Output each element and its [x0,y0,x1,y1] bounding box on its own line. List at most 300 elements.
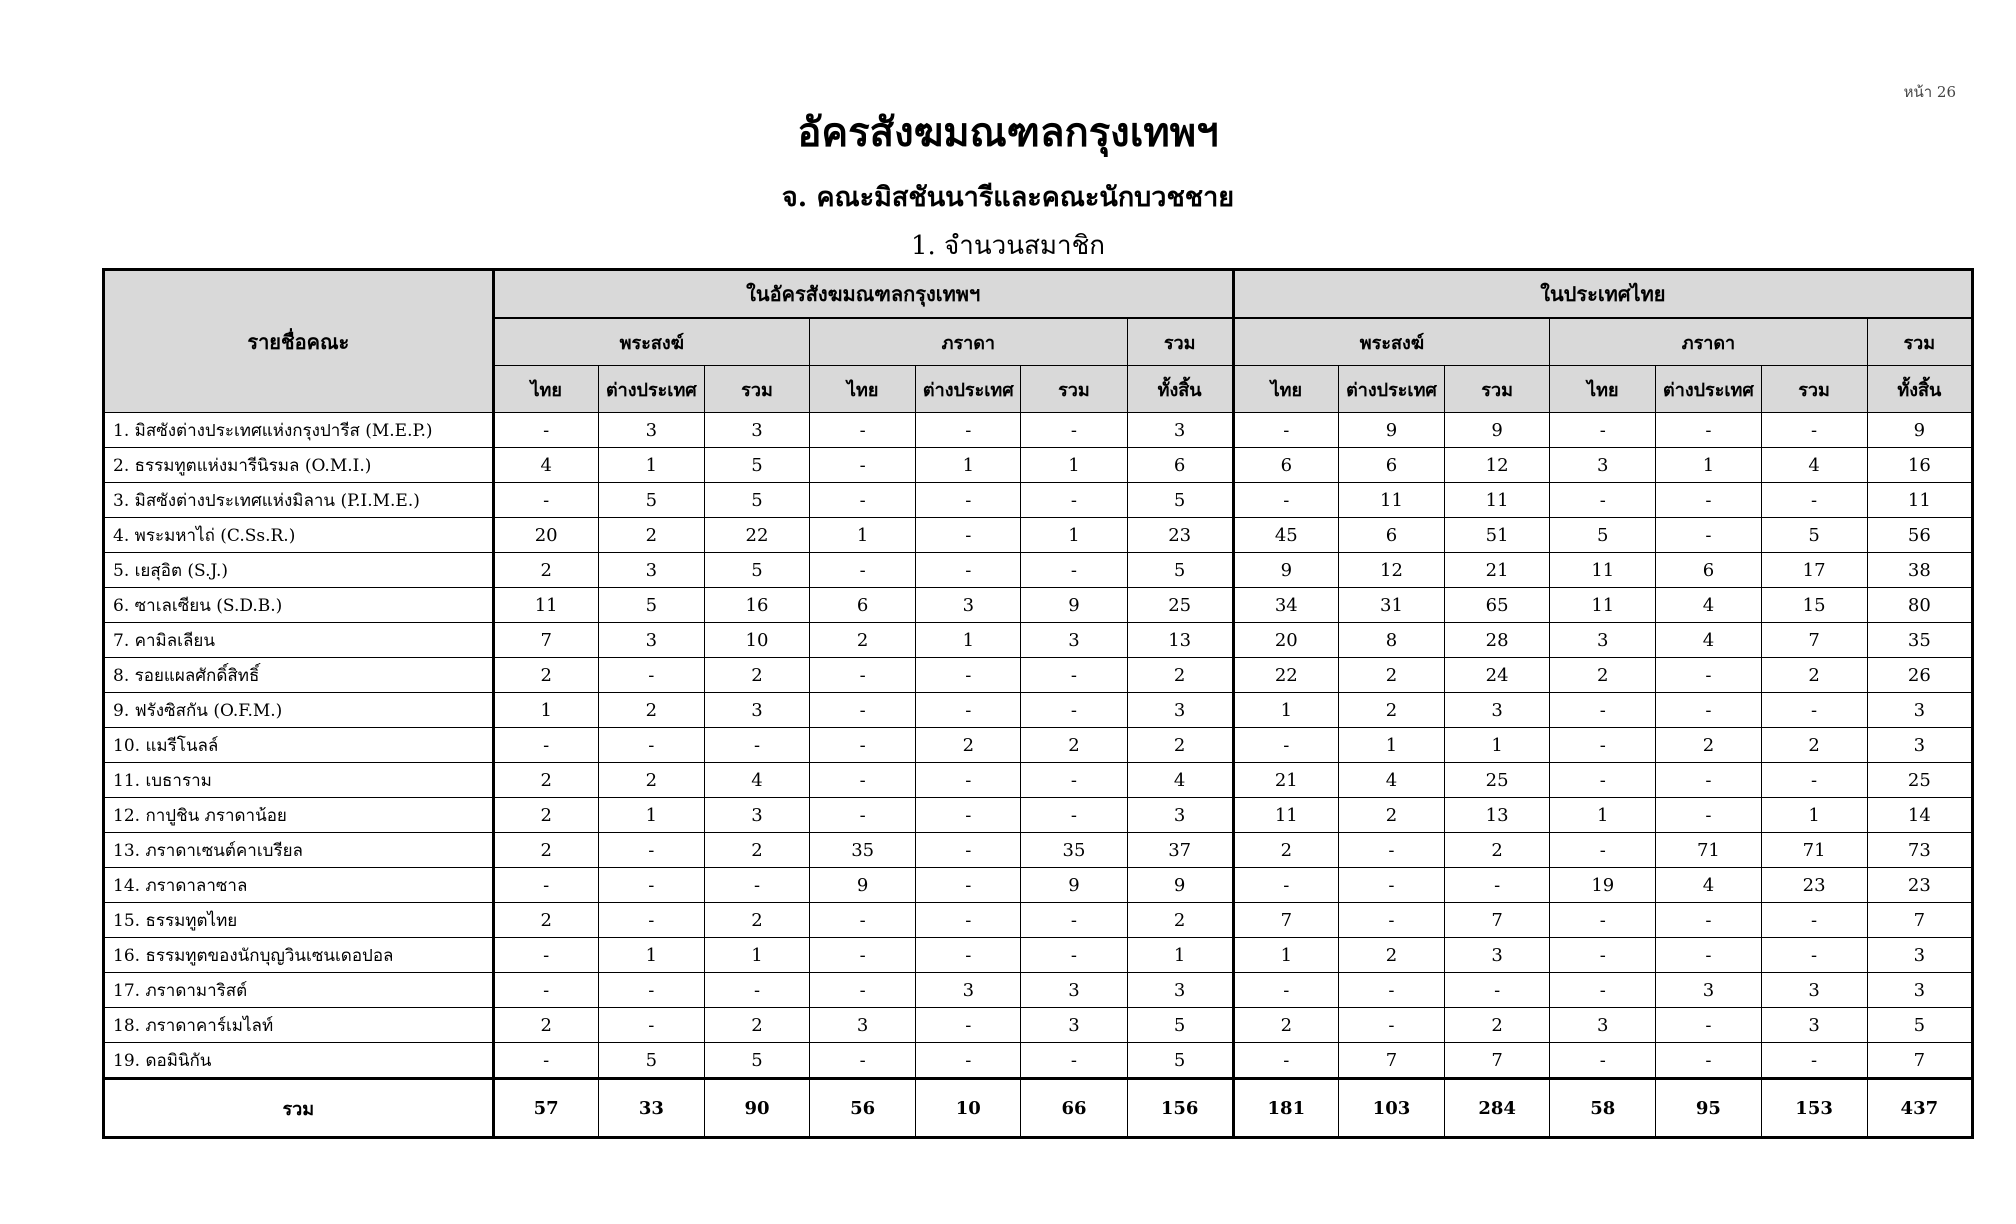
total-value-cell: 56 [810,1079,916,1138]
page-subtitle: จ. คณะมิสชันนารีและคณะนักบวชชาย [781,182,1235,213]
value-cell: 35 [1867,623,1972,658]
total-label: รวม [104,1079,494,1138]
value-cell: - [1761,903,1867,938]
total-value-cell: 66 [1021,1079,1127,1138]
value-cell: 13 [1445,798,1550,833]
value-cell: 37 [1127,833,1233,868]
value-cell: - [1656,938,1761,973]
value-cell: - [598,658,704,693]
value-cell: 3 [598,553,704,588]
value-cell: 4 [1127,763,1233,798]
value-cell: - [916,763,1021,798]
value-cell: 2 [598,763,704,798]
value-cell: 24 [1445,658,1550,693]
total-value-cell: 33 [598,1079,704,1138]
total-value-cell: 58 [1550,1079,1656,1138]
value-cell: 3 [1127,798,1233,833]
value-cell: 9 [1021,588,1127,623]
value-cell: 22 [704,518,809,553]
order-name-cell: 3. มิสซังต่างประเทศแห่งมิลาน (P.I.M.E.) [104,483,494,518]
value-cell: 1 [1021,448,1127,483]
section-heading: 1. จำนวนสมาชิก [910,231,1106,261]
value-cell: 2 [1550,658,1656,693]
value-cell: 2 [1338,798,1444,833]
value-cell: 1 [598,798,704,833]
value-cell: - [1550,483,1656,518]
value-cell: 5 [1127,483,1233,518]
value-cell: - [916,903,1021,938]
table-row [104,938,1973,973]
value-cell: 2 [493,1008,598,1043]
table-row [104,658,1973,693]
value-cell: 25 [1127,588,1233,623]
value-cell: - [810,973,916,1008]
value-cell: - [810,798,916,833]
value-cell: 11 [1550,553,1656,588]
value-cell: 9 [1867,413,1972,448]
value-cell: - [1656,658,1761,693]
total-value-cell: 90 [704,1079,809,1138]
group-header-thailand: ในประเทศไทย [1233,270,1972,319]
value-cell: 2 [704,658,809,693]
value-cell: 21 [1233,763,1338,798]
column-header: ต่างประเทศ [598,366,704,413]
value-cell: - [493,728,598,763]
value-cell: 2 [1233,833,1338,868]
value-cell: 51 [1445,518,1550,553]
value-cell: 19 [1550,868,1656,903]
value-cell: 3 [1550,448,1656,483]
table-row [104,1008,1973,1043]
value-cell: 1 [493,693,598,728]
value-cell: 3 [1445,693,1550,728]
value-cell: - [1021,763,1127,798]
value-cell: - [1761,483,1867,518]
order-name-cell: 6. ซาเลเซียน (S.D.B.) [104,588,494,623]
value-cell: - [1761,938,1867,973]
value-cell: 5 [704,448,809,483]
value-cell: - [1338,973,1444,1008]
order-name-cell: 9. ฟรังซิสกัน (O.F.M.) [104,693,494,728]
value-cell: - [810,763,916,798]
value-cell: 3 [1550,1008,1656,1043]
order-name-cell: 1. มิสซังต่างประเทศแห่งกรุงปารีส (M.E.P.) [104,413,494,448]
value-cell: - [916,938,1021,973]
value-cell: 3 [1021,1008,1127,1043]
value-cell: 6 [1338,518,1444,553]
value-cell: - [1233,868,1338,903]
table-row [104,973,1973,1008]
value-cell: - [493,938,598,973]
value-cell: 21 [1445,553,1550,588]
value-cell: 3 [916,973,1021,1008]
total-value-cell: 284 [1445,1079,1550,1138]
total-row [104,1079,1973,1138]
value-cell: 5 [1127,1043,1233,1079]
value-cell: - [1233,413,1338,448]
value-cell: 2 [704,833,809,868]
value-cell: - [1656,693,1761,728]
value-cell: 12 [1445,448,1550,483]
order-name-cell: 14. ภราดาลาซาล [104,868,494,903]
value-cell: - [1445,973,1550,1008]
value-cell: 71 [1761,833,1867,868]
value-cell: - [598,833,704,868]
value-cell: 1 [598,448,704,483]
value-cell: 7 [1761,623,1867,658]
order-name-cell: 8. รอยแผลศักดิ์สิทธิ์ [104,658,494,693]
value-cell: 6 [1338,448,1444,483]
value-cell: - [1550,763,1656,798]
column-header: รวม [1445,366,1550,413]
value-cell: 1 [1233,938,1338,973]
value-cell: 2 [704,903,809,938]
total-value-cell: 181 [1233,1079,1338,1138]
order-name-cell: 19. ดอมินิกัน [104,1043,494,1079]
value-cell: 11 [1867,483,1972,518]
value-cell: 31 [1338,588,1444,623]
value-cell: 14 [1867,798,1972,833]
value-cell: - [1761,693,1867,728]
value-cell: 1 [598,938,704,973]
table-row [104,518,1973,553]
value-cell: 2 [493,833,598,868]
value-cell: 5 [704,553,809,588]
column-header: รวม [704,366,809,413]
value-cell: 9 [1338,413,1444,448]
value-cell: 15 [1761,588,1867,623]
value-cell: 11 [1338,483,1444,518]
value-cell: 35 [810,833,916,868]
value-cell: 2 [1233,1008,1338,1043]
value-cell: 7 [1445,1043,1550,1079]
value-cell: 6 [1656,553,1761,588]
value-cell: - [1761,1043,1867,1079]
value-cell: - [1233,973,1338,1008]
value-cell: - [810,693,916,728]
value-cell: 11 [1550,588,1656,623]
value-cell: - [1656,798,1761,833]
value-cell: 3 [916,588,1021,623]
order-name-cell: 13. ภราดาเซนต์คาเบรียล [104,833,494,868]
value-cell: - [1550,1043,1656,1079]
value-cell: 35 [1021,833,1127,868]
value-cell: 1 [1233,693,1338,728]
table-row [104,903,1973,938]
value-cell: 11 [493,588,598,623]
order-name-cell: 10. แมรีโนลล์ [104,728,494,763]
value-cell: - [1550,728,1656,763]
value-cell: 2 [1021,728,1127,763]
value-cell: - [916,833,1021,868]
value-cell: - [1338,833,1444,868]
value-cell: - [704,728,809,763]
value-cell: 2 [598,518,704,553]
value-cell: - [916,693,1021,728]
value-cell: 1 [1338,728,1444,763]
value-cell: 23 [1867,868,1972,903]
value-cell: - [1761,413,1867,448]
value-cell: 2 [1127,903,1233,938]
value-cell: 20 [1233,623,1338,658]
subgroup-header: รวม [1127,318,1233,366]
value-cell: 5 [704,483,809,518]
value-cell: 34 [1233,588,1338,623]
value-cell: 20 [493,518,598,553]
value-cell: 5 [1127,553,1233,588]
total-value-cell: 156 [1127,1079,1233,1138]
value-cell: - [916,658,1021,693]
value-cell: - [1338,903,1444,938]
value-cell: 3 [1867,938,1972,973]
value-cell: 6 [810,588,916,623]
value-cell: - [810,938,916,973]
value-cell: - [1445,868,1550,903]
column-header: ไทย [1550,366,1656,413]
value-cell: - [493,483,598,518]
table-row [104,868,1973,903]
value-cell: 1 [1021,518,1127,553]
value-cell: - [598,728,704,763]
value-cell: 3 [1127,413,1233,448]
value-cell: 2 [598,693,704,728]
value-cell: 5 [598,483,704,518]
value-cell: 3 [598,623,704,658]
order-name-cell: 12. กาปูชิน ภราดาน้อย [104,798,494,833]
value-cell: 5 [704,1043,809,1079]
value-cell: - [1021,693,1127,728]
corner-header: รายชื่อคณะ [104,270,494,413]
value-cell: 3 [810,1008,916,1043]
value-cell: 7 [1867,1043,1972,1079]
table-row [104,448,1973,483]
value-cell: 4 [1656,588,1761,623]
value-cell: - [916,413,1021,448]
value-cell: 1 [704,938,809,973]
value-cell: 3 [1021,623,1127,658]
order-name-cell: 5. เยสุอิต (S.J.) [104,553,494,588]
value-cell: - [1656,763,1761,798]
value-cell: - [1656,483,1761,518]
value-cell: - [1021,553,1127,588]
value-cell: 11 [1233,798,1338,833]
value-cell: 2 [1338,658,1444,693]
value-cell: 1 [1127,938,1233,973]
value-cell: - [598,868,704,903]
value-cell: 9 [1233,553,1338,588]
total-value-cell: 437 [1867,1079,1972,1138]
subgroup-header: พระสงฆ์ [1233,318,1549,366]
value-cell: 23 [1127,518,1233,553]
value-cell: 2 [704,1008,809,1043]
value-cell: 12 [1338,553,1444,588]
value-cell: 5 [1761,518,1867,553]
value-cell: 2 [1445,1008,1550,1043]
column-header: ทั้งสิ้น [1127,366,1233,413]
value-cell: 5 [598,588,704,623]
value-cell: 6 [1127,448,1233,483]
value-cell: - [493,868,598,903]
table-row [104,763,1973,798]
value-cell: 25 [1867,763,1972,798]
value-cell: 11 [1445,483,1550,518]
value-cell: 2 [916,728,1021,763]
value-cell: - [1233,483,1338,518]
value-cell: - [704,868,809,903]
value-cell: - [1338,1008,1444,1043]
value-cell: 1 [810,518,916,553]
value-cell: 10 [704,623,809,658]
value-cell: 4 [1338,763,1444,798]
value-cell: 1 [1656,448,1761,483]
value-cell: 2 [493,903,598,938]
value-cell: - [1656,1043,1761,1079]
value-cell: 4 [704,763,809,798]
column-header: ต่างประเทศ [1656,366,1761,413]
subgroup-header: รวม [1867,318,1972,366]
value-cell: 3 [704,798,809,833]
value-cell: - [1761,763,1867,798]
value-cell: 2 [1761,728,1867,763]
value-cell: - [1233,1043,1338,1079]
value-cell: - [1021,413,1127,448]
page-title: อัครสังฆมณฑลกรุงเทพฯ [797,109,1219,156]
value-cell: - [1021,903,1127,938]
value-cell: 2 [1338,938,1444,973]
value-cell: 4 [1761,448,1867,483]
value-cell: - [598,1008,704,1043]
value-cell: - [810,448,916,483]
value-cell: 2 [1127,658,1233,693]
value-cell: 3 [1127,693,1233,728]
column-header: รวม [1761,366,1867,413]
page-number: หน้า 26 [1903,83,1956,101]
value-cell: 7 [1233,903,1338,938]
value-cell: 73 [1867,833,1972,868]
value-cell: 5 [1550,518,1656,553]
value-cell: 7 [1867,903,1972,938]
value-cell: - [493,413,598,448]
value-cell: 23 [1761,868,1867,903]
column-header: รวม [1021,366,1127,413]
value-cell: - [1656,903,1761,938]
value-cell: - [493,973,598,1008]
value-cell: - [1233,728,1338,763]
value-cell: 28 [1445,623,1550,658]
value-cell: 5 [1867,1008,1972,1043]
value-cell: 9 [1127,868,1233,903]
order-name-cell: 17. ภราดามาริสต์ [104,973,494,1008]
table-row [104,798,1973,833]
value-cell: - [1021,483,1127,518]
value-cell: - [810,483,916,518]
value-cell: 2 [1338,693,1444,728]
value-cell: - [1550,693,1656,728]
value-cell: 3 [1867,728,1972,763]
value-cell: - [1656,518,1761,553]
value-cell: 4 [1656,623,1761,658]
value-cell: - [1550,938,1656,973]
value-cell: 5 [598,1043,704,1079]
value-cell: - [916,1008,1021,1043]
value-cell: 7 [1445,903,1550,938]
value-cell: 71 [1656,833,1761,868]
value-cell: - [810,903,916,938]
value-cell: - [810,728,916,763]
value-cell: 1 [1445,728,1550,763]
value-cell: 3 [1761,1008,1867,1043]
value-cell: 2 [493,658,598,693]
order-name-cell: 18. ภราดาคาร์เมไลท์ [104,1008,494,1043]
table-row [104,413,1973,448]
value-cell: - [1021,658,1127,693]
value-cell: 1 [1761,798,1867,833]
value-cell: - [916,553,1021,588]
total-value-cell: 103 [1338,1079,1444,1138]
order-name-cell: 4. พระมหาไถ่ (C.Ss.R.) [104,518,494,553]
value-cell: 3 [1550,623,1656,658]
value-cell: 1 [916,623,1021,658]
value-cell: 1 [1550,798,1656,833]
value-cell: 2 [493,553,598,588]
value-cell: 45 [1233,518,1338,553]
value-cell: 25 [1445,763,1550,798]
table-row [104,693,1973,728]
value-cell: 7 [1338,1043,1444,1079]
value-cell: 1 [916,448,1021,483]
value-cell: 5 [1127,1008,1233,1043]
value-cell: - [810,1043,916,1079]
value-cell: 2 [810,623,916,658]
value-cell: - [916,868,1021,903]
total-value-cell: 57 [493,1079,598,1138]
table-row [104,588,1973,623]
total-value-cell: 153 [1761,1079,1867,1138]
value-cell: - [704,973,809,1008]
column-header: ไทย [493,366,598,413]
value-cell: 4 [1656,868,1761,903]
value-cell: 3 [1867,693,1972,728]
value-cell: 3 [1867,973,1972,1008]
value-cell: - [916,483,1021,518]
value-cell: 17 [1761,553,1867,588]
value-cell: - [493,1043,598,1079]
value-cell: 7 [493,623,598,658]
total-value-cell: 95 [1656,1079,1761,1138]
column-header: ทั้งสิ้น [1867,366,1972,413]
column-header: ไทย [1233,366,1338,413]
table-row [104,833,1973,868]
subgroup-header: ภราดา [1550,318,1867,366]
value-cell: - [1021,938,1127,973]
value-cell: 4 [493,448,598,483]
value-cell: 22 [1233,658,1338,693]
value-cell: - [810,413,916,448]
value-cell: 2 [1445,833,1550,868]
table-row [104,623,1973,658]
value-cell: 38 [1867,553,1972,588]
value-cell: 9 [810,868,916,903]
value-cell: - [598,973,704,1008]
value-cell: 13 [1127,623,1233,658]
value-cell: 3 [1761,973,1867,1008]
value-cell: 26 [1867,658,1972,693]
value-cell: 56 [1867,518,1972,553]
value-cell: - [916,518,1021,553]
value-cell: 8 [1338,623,1444,658]
value-cell: 6 [1233,448,1338,483]
order-name-cell: 16. ธรรมทูตของนักบุญวินเซนเดอปอล [104,938,494,973]
